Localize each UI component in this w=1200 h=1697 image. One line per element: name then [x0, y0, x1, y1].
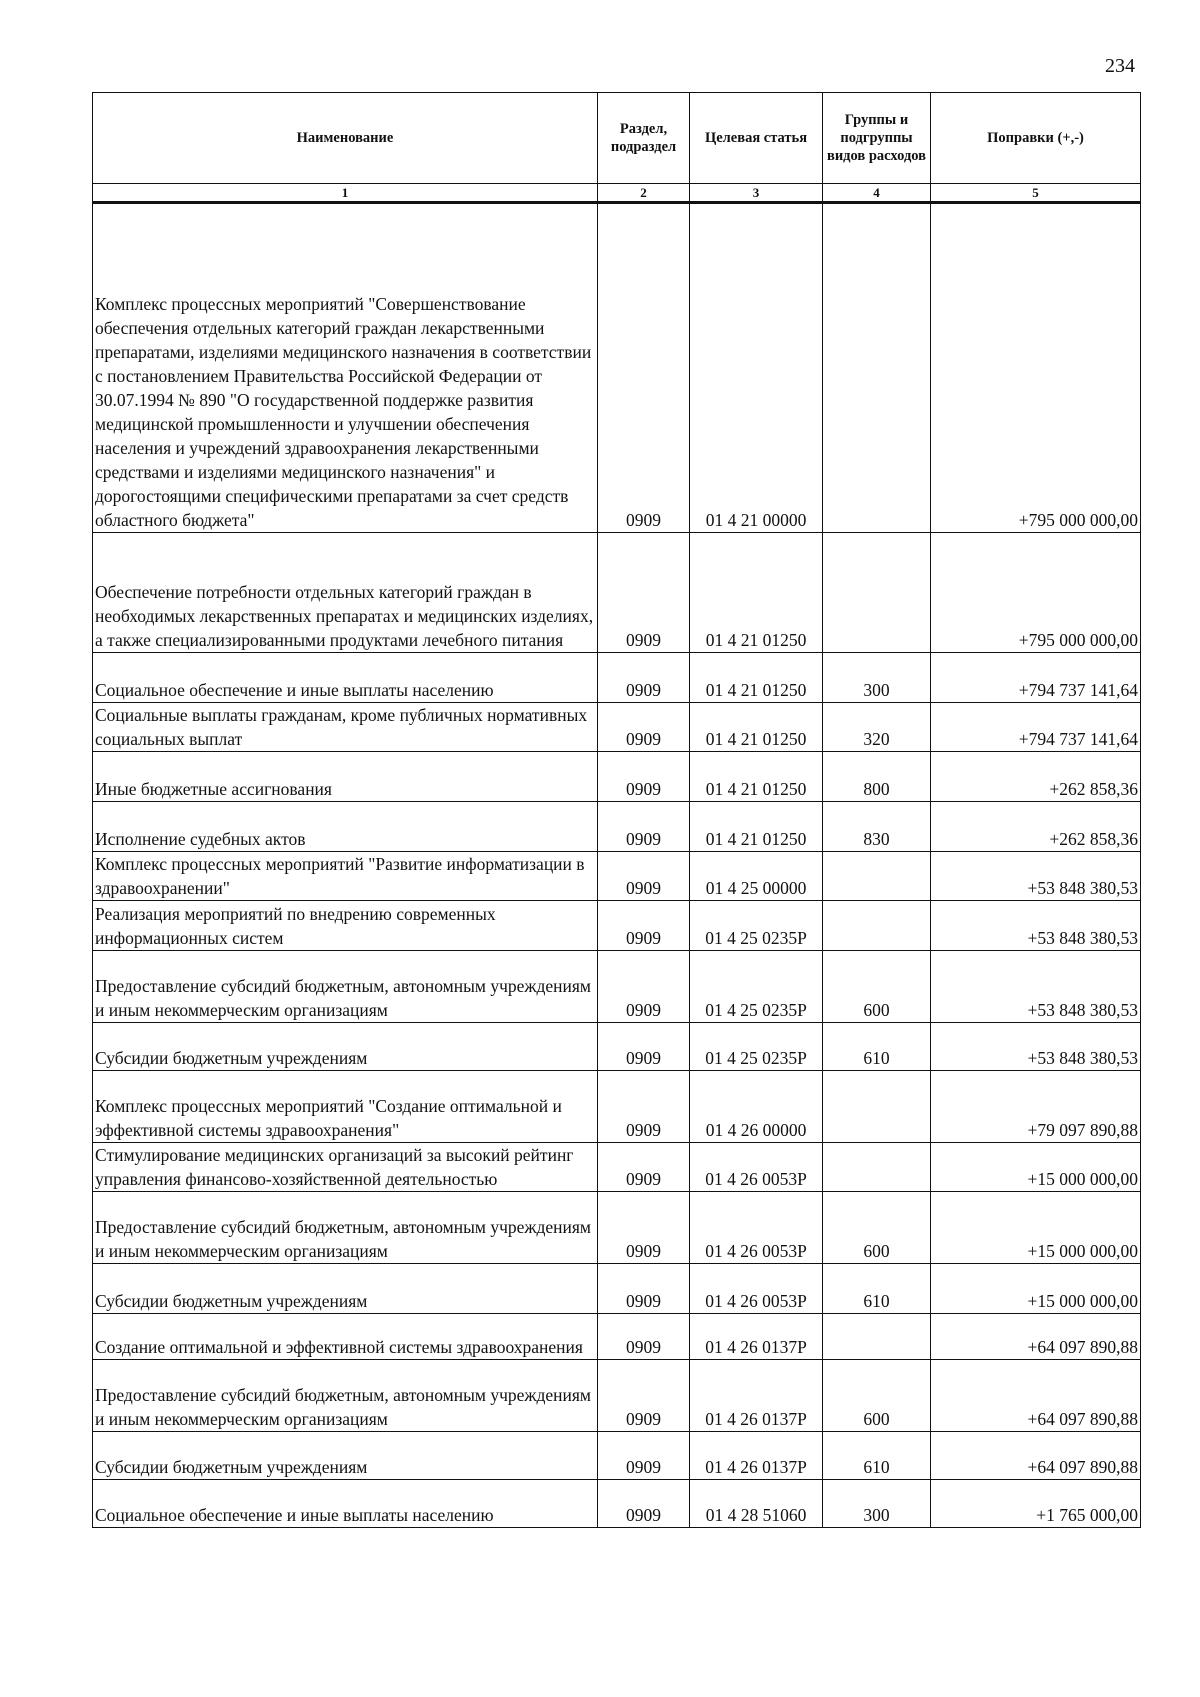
row-amount: +53 848 380,53	[931, 852, 1141, 901]
header-target: Целевая статья	[690, 93, 823, 184]
row-name: Создание оптимальной и эффективной системы здравоохранения	[93, 1314, 598, 1360]
row-group: 300	[823, 653, 931, 703]
row-amount: +262 858,36	[931, 802, 1141, 852]
row-group	[823, 1143, 931, 1192]
row-name: Субсидии бюджетным учреждениям	[93, 1432, 598, 1480]
header-name: Наименование	[93, 93, 598, 184]
row-target: 01 4 26 0137Р	[690, 1360, 823, 1432]
row-group	[823, 852, 931, 901]
row-name: Предоставление субсидий бюджетным, автономным учреждениям и иным некоммерческим организациям	[93, 951, 598, 1023]
table-row	[93, 852, 1141, 901]
row-section: 0909	[598, 703, 690, 752]
row-section: 0909	[598, 1360, 690, 1432]
row-amount: +794 737 141,64	[931, 703, 1141, 752]
row-amount: +53 848 380,53	[931, 951, 1141, 1023]
row-section: 0909	[598, 1192, 690, 1264]
row-target: 01 4 26 0053Р	[690, 1264, 823, 1314]
row-name: Комплекс процессных мероприятий "Развитие информатизации в здравоохранении"	[93, 852, 598, 901]
column-number: 5	[931, 184, 1141, 203]
row-target: 01 4 21 00000	[690, 203, 823, 533]
row-name: Социальное обеспечение и иные выплаты населению	[93, 1480, 598, 1528]
row-section: 0909	[598, 1264, 690, 1314]
row-amount: +53 848 380,53	[931, 901, 1141, 951]
row-group: 800	[823, 752, 931, 802]
row-group: 320	[823, 703, 931, 752]
row-target: 01 4 26 0053Р	[690, 1192, 823, 1264]
row-section: 0909	[598, 1432, 690, 1480]
table-row	[93, 752, 1141, 802]
row-section: 0909	[598, 1480, 690, 1528]
row-name: Исполнение судебных актов	[93, 802, 598, 852]
row-name: Предоставление субсидий бюджетным, автономным учреждениям и иным некоммерческим организациям	[93, 1360, 598, 1432]
table-row	[93, 1192, 1141, 1264]
table-body	[93, 203, 1141, 1528]
row-group: 610	[823, 1264, 931, 1314]
row-name: Комплекс процессных мероприятий "Создание оптимальной и эффективной системы здравоохранения"	[93, 1071, 598, 1143]
table-row	[93, 703, 1141, 752]
row-amount: +79 097 890,88	[931, 1071, 1141, 1143]
row-section: 0909	[598, 1143, 690, 1192]
row-amount: +64 097 890,88	[931, 1314, 1141, 1360]
row-group	[823, 1071, 931, 1143]
row-amount: +15 000 000,00	[931, 1192, 1141, 1264]
table-row	[93, 533, 1141, 653]
header-section: Раздел, подраздел	[598, 93, 690, 184]
header-amendments: Поправки (+,-)	[931, 93, 1141, 184]
row-name: Субсидии бюджетным учреждениям	[93, 1264, 598, 1314]
table-row	[93, 203, 1141, 533]
table-row	[93, 1023, 1141, 1071]
row-amount: +15 000 000,00	[931, 1264, 1141, 1314]
row-target: 01 4 21 01250	[690, 752, 823, 802]
row-section: 0909	[598, 1071, 690, 1143]
row-target: 01 4 26 0137Р	[690, 1314, 823, 1360]
row-group: 830	[823, 802, 931, 852]
row-group	[823, 203, 931, 533]
row-group: 300	[823, 1480, 931, 1528]
table-row	[93, 1071, 1141, 1143]
row-name: Реализация мероприятий по внедрению современных информационных систем	[93, 901, 598, 951]
row-section: 0909	[598, 533, 690, 653]
header-row	[93, 93, 1141, 184]
row-amount: +795 000 000,00	[931, 203, 1141, 533]
column-number: 1	[93, 184, 598, 203]
table-row	[93, 653, 1141, 703]
table-row	[93, 1264, 1141, 1314]
column-number: 2	[598, 184, 690, 203]
row-section: 0909	[598, 1314, 690, 1360]
row-name: Обеспечение потребности отдельных категорий граждан в необходимых лекарственных препаратах и медицинских изделиях, а также специализированными продуктами лечебного питания	[93, 533, 598, 653]
row-group: 610	[823, 1432, 931, 1480]
table-row	[93, 901, 1141, 951]
row-section: 0909	[598, 752, 690, 802]
column-number-row	[93, 184, 1141, 203]
row-section: 0909	[598, 901, 690, 951]
row-target: 01 4 25 0235Р	[690, 901, 823, 951]
row-amount: +795 000 000,00	[931, 533, 1141, 653]
row-target: 01 4 26 0053Р	[690, 1143, 823, 1192]
row-target: 01 4 21 01250	[690, 703, 823, 752]
row-amount: +53 848 380,53	[931, 1023, 1141, 1071]
row-section: 0909	[598, 653, 690, 703]
table-row	[93, 1480, 1141, 1528]
row-section: 0909	[598, 802, 690, 852]
budget-table	[92, 92, 1141, 1528]
row-name: Иные бюджетные ассигнования	[93, 752, 598, 802]
row-amount: +1 765 000,00	[931, 1480, 1141, 1528]
row-name: Социальное обеспечение и иные выплаты населению	[93, 653, 598, 703]
row-target: 01 4 21 01250	[690, 653, 823, 703]
row-amount: +64 097 890,88	[931, 1432, 1141, 1480]
row-group: 600	[823, 951, 931, 1023]
row-target: 01 4 25 00000	[690, 852, 823, 901]
header-groups: Группы и подгруппы видов расходов	[823, 93, 931, 184]
row-target: 01 4 28 51060	[690, 1480, 823, 1528]
table-row	[93, 951, 1141, 1023]
row-group	[823, 901, 931, 951]
row-name: Социальные выплаты гражданам, кроме публичных нормативных социальных выплат	[93, 703, 598, 752]
row-section: 0909	[598, 951, 690, 1023]
row-group	[823, 533, 931, 653]
row-amount: +15 000 000,00	[931, 1143, 1141, 1192]
table-row	[93, 802, 1141, 852]
row-name: Предоставление субсидий бюджетным, автономным учреждениям и иным некоммерческим организациям	[93, 1192, 598, 1264]
table-row	[93, 1314, 1141, 1360]
table-row	[93, 1360, 1141, 1432]
row-target: 01 4 25 0235Р	[690, 1023, 823, 1071]
row-target: 01 4 21 01250	[690, 802, 823, 852]
column-number: 4	[823, 184, 931, 203]
row-group: 600	[823, 1192, 931, 1264]
row-amount: +64 097 890,88	[931, 1360, 1141, 1432]
row-section: 0909	[598, 1023, 690, 1071]
row-amount: +262 858,36	[931, 752, 1141, 802]
row-name: Стимулирование медицинских организаций за высокий рейтинг управления финансово-хозяйственной деятельностью	[93, 1143, 598, 1192]
table-row	[93, 1432, 1141, 1480]
row-target: 01 4 26 0137Р	[690, 1432, 823, 1480]
row-target: 01 4 21 01250	[690, 533, 823, 653]
row-name: Комплекс процессных мероприятий "Совершенствование обеспечения отдельных категорий граждан лекарственными препаратами, изделиями медицинского назначения в соответствии с постановлением Правительства Российской Федерации от 30.07.1994 № 890 "О государственной поддержке развития медицинской промышленности и улучшении обеспечения населения и учреждений здравоохранения лекарственными средствами и изделиями медицинского назначения" и дорогостоящими специфическими препаратами за счет средств областного бюджета"	[93, 203, 598, 533]
row-section: 0909	[598, 852, 690, 901]
row-group: 610	[823, 1023, 931, 1071]
row-amount: +794 737 141,64	[931, 653, 1141, 703]
row-group: 600	[823, 1360, 931, 1432]
row-target: 01 4 26 00000	[690, 1071, 823, 1143]
row-section: 0909	[598, 203, 690, 533]
row-name: Субсидии бюджетным учреждениям	[93, 1023, 598, 1071]
column-number: 3	[690, 184, 823, 203]
row-group	[823, 1314, 931, 1360]
page-number: 234	[1105, 55, 1135, 77]
table-row	[93, 1143, 1141, 1192]
row-target: 01 4 25 0235Р	[690, 951, 823, 1023]
